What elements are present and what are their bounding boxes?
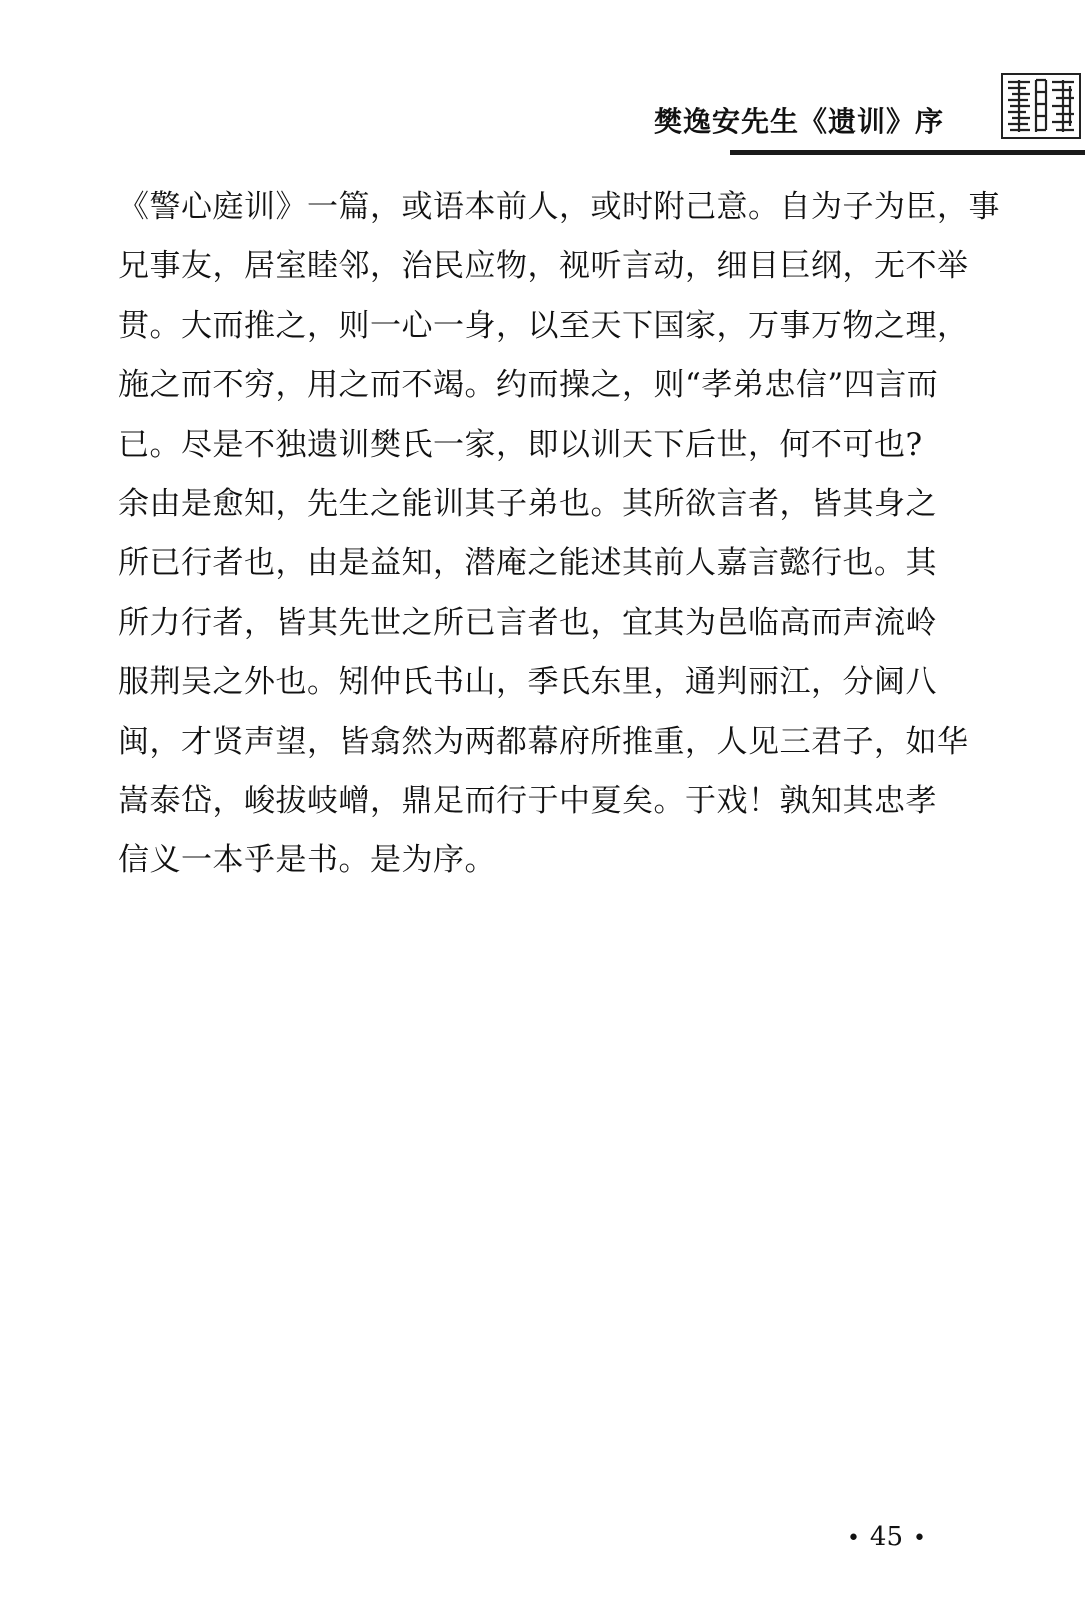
text-line: 兄事友，居室睦邻，治民应物，视听言动，细目巨纲，无不举 (118, 248, 969, 285)
text-line: 嵩泰岱，峻拔岐嶒，鼎足而行于中夏矣。于戏！孰知其忠孝 (118, 782, 937, 819)
folio-bullet-right: • (913, 1526, 926, 1551)
text-line: 《警心庭训》一篇，或语本前人，或时附己意。自为子为臣，事 (118, 189, 1000, 225)
folio-bullet-left: • (846, 1526, 860, 1551)
text-line: 余由是愈知，先生之能训其子弟也。其所欲言者，皆其身之 (118, 485, 937, 522)
header-rule (730, 150, 1085, 155)
text-line: 贯。大而推之，则一心一身，以至天下国家，万事万物之理， (118, 307, 969, 344)
text-line: 所已行者也，由是益知，潜庵之能述其前人嘉言懿行也。其 (118, 545, 937, 582)
text-line: 施之而不穷，用之而不竭。约而操之，则“孝弟忠信”四言而 (118, 367, 939, 404)
seal-stamp-icon (1000, 72, 1082, 140)
body-text (118, 178, 1000, 891)
page-number (837, 1522, 936, 1552)
text-line: 所力行者，皆其先世之所已言者也，宜其为邑临高而声流岭 (118, 604, 937, 641)
text-line: 已。尽是不独遗训樊氏一家，即以训天下后世，何不可也? (118, 426, 923, 463)
text-line: 服荆吴之外也。矧仲氏书山，季氏东里，通判丽江，分阃八 (118, 664, 937, 701)
running-header-title: 樊逸安先生《遗训》序 (653, 105, 944, 138)
text-line: 信义一本乎是书。是为序。 (118, 842, 496, 879)
text-line: 闽，才贤声望，皆翕然为两都幕府所推重，人见三君子，如华 (118, 723, 969, 760)
page-number-value: 45 (869, 1522, 904, 1552)
